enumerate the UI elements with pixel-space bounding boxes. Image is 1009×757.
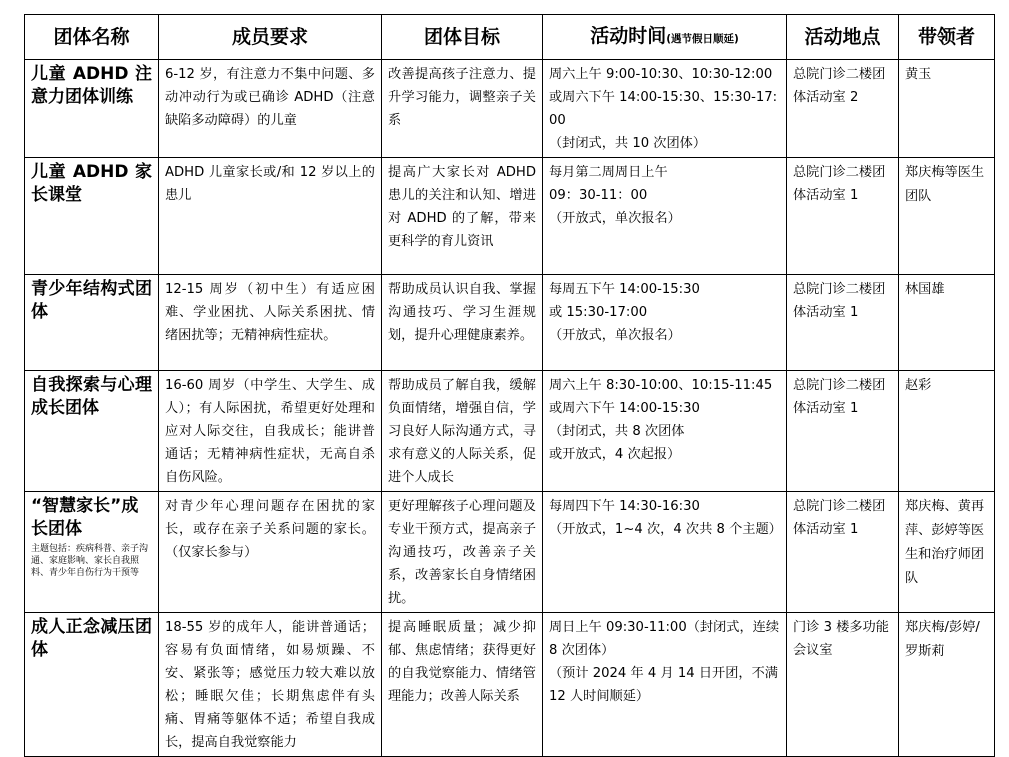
table-row bbox=[25, 275, 995, 371]
header-time bbox=[543, 15, 787, 60]
group-name: “智慧家长”成长团体 bbox=[31, 496, 139, 539]
table-row bbox=[25, 492, 995, 613]
activity-time bbox=[543, 60, 787, 158]
time-line: 每周五下午 14:00-15:30 bbox=[549, 282, 700, 297]
time-line: 09：30-11：00 bbox=[549, 188, 648, 203]
member-requirements: 6-12 岁，有注意力不集中问题、多动冲动行为或已确诊 ADHD（注意缺陷多动障碍）的儿童 bbox=[159, 60, 382, 158]
group-goal: 更好理解孩子心理问题及专业干预方式，提高亲子沟通技巧，改善亲子关系，改善家长自身情绪困扰。 bbox=[382, 492, 543, 613]
time-line: （封闭式，共 10 次团体） bbox=[549, 136, 707, 151]
time-line: 或开放式，4 次起报） bbox=[549, 447, 681, 462]
activity-time bbox=[543, 371, 787, 492]
member-requirements: 对青少年心理问题存在困扰的家长，或存在亲子关系问题的家长。（仅家长参与） bbox=[159, 492, 382, 613]
time-line: （封闭式，共 8 次团体 bbox=[549, 424, 685, 439]
table-row bbox=[25, 158, 995, 275]
table-row bbox=[25, 371, 995, 492]
group-leader: 林国雄 bbox=[899, 275, 995, 371]
header-goal: 团体目标 bbox=[382, 15, 543, 60]
member-requirements: ADHD 儿童家长或/和 12 岁以上的患儿 bbox=[159, 158, 382, 275]
group-leader: 郑庆梅、黄再萍、彭婷等医生和治疗师团队 bbox=[899, 492, 995, 613]
group-leader: 黄玉 bbox=[899, 60, 995, 158]
activity-time bbox=[543, 492, 787, 613]
activity-time bbox=[543, 613, 787, 757]
activity-location: 门诊 3 楼多功能会议室 bbox=[787, 613, 899, 757]
table-header-row bbox=[25, 15, 995, 60]
member-requirements: 12-15 周岁（初中生）有适应困难、学业困扰、人际关系困扰、情绪困扰等；无精神病性症状。 bbox=[159, 275, 382, 371]
member-requirements: 18-55 岁的成年人，能讲普通话；容易有负面情绪，如易烦躁、不安、紧张等；感觉压力较大难以放松；睡眠欠佳；长期焦虑伴有头痛、胃痛等躯体不适；希望自我成长，提高自我觉察能力 bbox=[159, 613, 382, 757]
header-time-note: (遇节假日顺延) bbox=[666, 32, 739, 45]
time-line: 周六上午 8:30-10:00、10:15-11:45 bbox=[549, 378, 773, 393]
time-line: 每月第二周周日上午 bbox=[549, 165, 668, 180]
header-leader: 带领者 bbox=[899, 15, 995, 60]
time-line: （预计 2024 年 4 月 14 日开团，不满 12 人时间顺延） bbox=[549, 666, 778, 704]
header-location: 活动地点 bbox=[787, 15, 899, 60]
table-row bbox=[25, 613, 995, 757]
group-topic-note: 主题包括：疾病科普、亲子沟通、家庭影响、家长自我照料、青少年自伤行为干预等 bbox=[31, 544, 149, 578]
group-schedule-table bbox=[24, 14, 995, 757]
time-line: （开放式，单次报名） bbox=[549, 328, 681, 343]
header-time-label: 活动时间 bbox=[590, 24, 667, 47]
activity-time bbox=[543, 275, 787, 371]
group-leader: 郑庆梅/彭婷/罗斯莉 bbox=[899, 613, 995, 757]
group-goal: 提高广大家长对 ADHD 患儿的关注和认知、增进对 ADHD 的了解，带来更科学的育儿资讯 bbox=[382, 158, 543, 275]
activity-location: 总院门诊二楼团体活动室 1 bbox=[787, 158, 899, 275]
activity-location: 总院门诊二楼团体活动室 1 bbox=[787, 275, 899, 371]
group-name: 自我探索与心理成长团体 bbox=[25, 371, 159, 492]
group-goal: 提高睡眠质量；减少抑郁、焦虑情绪；获得更好的自我觉察能力、情绪管理能力；改善人际关系 bbox=[382, 613, 543, 757]
activity-time bbox=[543, 158, 787, 275]
group-goal: 帮助成员认识自我、掌握沟通技巧、学习生涯规划，提升心理健康素养。 bbox=[382, 275, 543, 371]
time-line: （开放式，单次报名） bbox=[549, 211, 681, 226]
group-name: 青少年结构式团体 bbox=[25, 275, 159, 371]
activity-location: 总院门诊二楼团体活动室 2 bbox=[787, 60, 899, 158]
group-leader: 郑庆梅等医生团队 bbox=[899, 158, 995, 275]
time-line: （开放式，1~4 次，4 次共 8 个主题） bbox=[549, 522, 782, 537]
activity-location: 总院门诊二楼团体活动室 1 bbox=[787, 492, 899, 613]
time-line: 或周六下午 14:00-15:30、15:30-17:00 bbox=[549, 90, 778, 128]
group-name: 儿童 ADHD 注意力团体训练 bbox=[25, 60, 159, 158]
table-row bbox=[25, 60, 995, 158]
time-line: 或 15:30-17:00 bbox=[549, 305, 648, 320]
time-line: 或周六下午 14:00-15:30 bbox=[549, 401, 700, 416]
group-goal: 改善提高孩子注意力、提升学习能力，调整亲子关系 bbox=[382, 60, 543, 158]
time-line: 周日上午 09:30-11:00（封闭式，连续 8 次团体） bbox=[549, 620, 780, 658]
group-name: 成人正念减压团体 bbox=[25, 613, 159, 757]
member-requirements: 16-60 周岁（中学生、大学生、成人）；有人际困扰，希望更好处理和应对人际交往，自我成长；能讲普通话；无精神病性症状，无高自杀自伤风险。 bbox=[159, 371, 382, 492]
header-name: 团体名称 bbox=[25, 15, 159, 60]
group-name-cell bbox=[25, 492, 159, 613]
activity-location: 总院门诊二楼团体活动室 1 bbox=[787, 371, 899, 492]
group-name: 儿童 ADHD 家长课堂 bbox=[25, 158, 159, 275]
time-line: 每周四下午 14:30-16:30 bbox=[549, 499, 700, 514]
group-leader: 赵彩 bbox=[899, 371, 995, 492]
time-line: 周六上午 9:00-10:30、10:30-12:00 bbox=[549, 67, 773, 82]
header-members: 成员要求 bbox=[159, 15, 382, 60]
group-goal: 帮助成员了解自我，缓解负面情绪，增强自信，学习良好人际沟通方式，寻求有意义的人际关系，促进个人成长 bbox=[382, 371, 543, 492]
